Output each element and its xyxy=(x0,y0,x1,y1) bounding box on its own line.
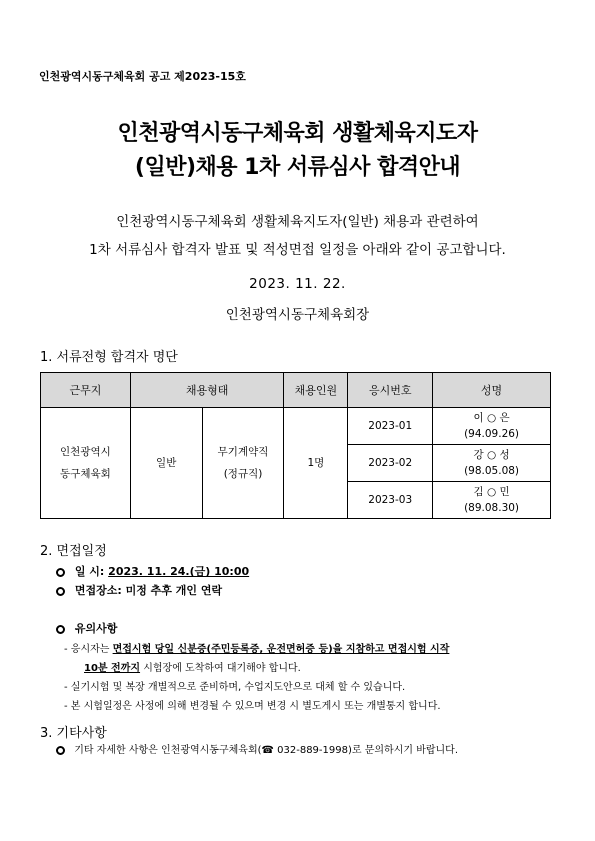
note-3: - 본 시험일정은 사정에 의해 변경될 수 있으며 변경 시 별도게시 또는 개별통지 합니다. xyxy=(64,701,441,712)
col-headcount: 채용인원 xyxy=(284,373,348,408)
circle-bullet-icon xyxy=(56,625,65,634)
datetime-label: 일 시: xyxy=(74,565,105,578)
applicant-number-cell: 2023-03 xyxy=(348,482,433,519)
applicant-name-cell: 강 ○ 성 (98.05.08) xyxy=(433,445,551,482)
headcount-cell: 1명 xyxy=(284,408,348,519)
title-line-2: (일반)채용 1차 서류심사 합격안내 xyxy=(134,155,461,180)
circle-bullet-icon xyxy=(56,746,65,755)
section-2-heading: 2. 면접일정 xyxy=(40,544,107,559)
applicant-number-cell: 2023-02 xyxy=(348,445,433,482)
type-general-cell: 일반 xyxy=(130,408,202,519)
intro-line-2: 1차 서류심사 합격자 발표 및 적성면접 일정을 아래와 같이 공고합니다. xyxy=(89,242,506,258)
section-1-heading: 1. 서류전형 합격자 명단 xyxy=(40,350,178,365)
announcement-date: 2023. 11. 22. xyxy=(249,276,346,292)
interview-datetime xyxy=(56,563,249,579)
table-row xyxy=(41,408,551,445)
circle-bullet-icon xyxy=(56,568,65,577)
applicant-number-cell: 2023-01 xyxy=(348,408,433,445)
table-header-row xyxy=(41,373,551,408)
type-detail-cell: 무기계약직 (정규직) xyxy=(202,408,284,519)
notice-number: 인천광역시동구체육회 공고 제2023-15호 xyxy=(39,70,246,83)
circle-bullet-icon xyxy=(56,587,65,596)
workplace-cell: 인천광역시 동구체육회 xyxy=(41,408,131,519)
title-line-1: 인천광역시동구체육회 생활체육지도자 xyxy=(117,121,478,146)
note-1: - 응시자는 면접시험 당일 신분증(주민등록증, 운전면허증 등)을 지참하고 면접시험 시작 xyxy=(64,644,450,655)
interview-place xyxy=(56,582,222,598)
notes-heading: 유의사항 xyxy=(56,620,117,636)
applicant-name-cell: 김 ○ 민 (89.08.30) xyxy=(433,482,551,519)
note-1-continued: 10분 전까지 시험장에 도착하여 대기해야 합니다. xyxy=(84,663,301,674)
contact-info: 기타 자세한 사항은 인천광역시동구체육회(☎ 032-889-1998)로 문의하시기 바랍니다. xyxy=(56,741,458,756)
col-applicant-number: 응시번호 xyxy=(348,373,433,408)
intro-line-1: 인천광역시동구체육회 생활체육지도자(일반) 채용과 관련하여 xyxy=(116,214,479,230)
issuer-name: 인천광역시동구체육회장 xyxy=(225,307,370,323)
applicant-name-cell: 이 ○ 은 (94.09.26) xyxy=(433,408,551,445)
col-name: 성명 xyxy=(433,373,551,408)
passers-table xyxy=(40,372,551,519)
note-2: - 실기시험 및 복장 개별적으로 준비하며, 수업지도안으로 대체 할 수 있습니다. xyxy=(64,682,406,693)
col-workplace: 근무지 xyxy=(41,373,131,408)
datetime-value: 2023. 11. 24.(금) 10:00 xyxy=(108,565,250,578)
place-value: 미정 추후 개인 연락 xyxy=(125,584,223,597)
col-employment-type: 채용형태 xyxy=(130,373,284,408)
section-3-heading: 3. 기타사항 xyxy=(40,726,107,741)
place-label: 면접장소: xyxy=(74,584,122,597)
